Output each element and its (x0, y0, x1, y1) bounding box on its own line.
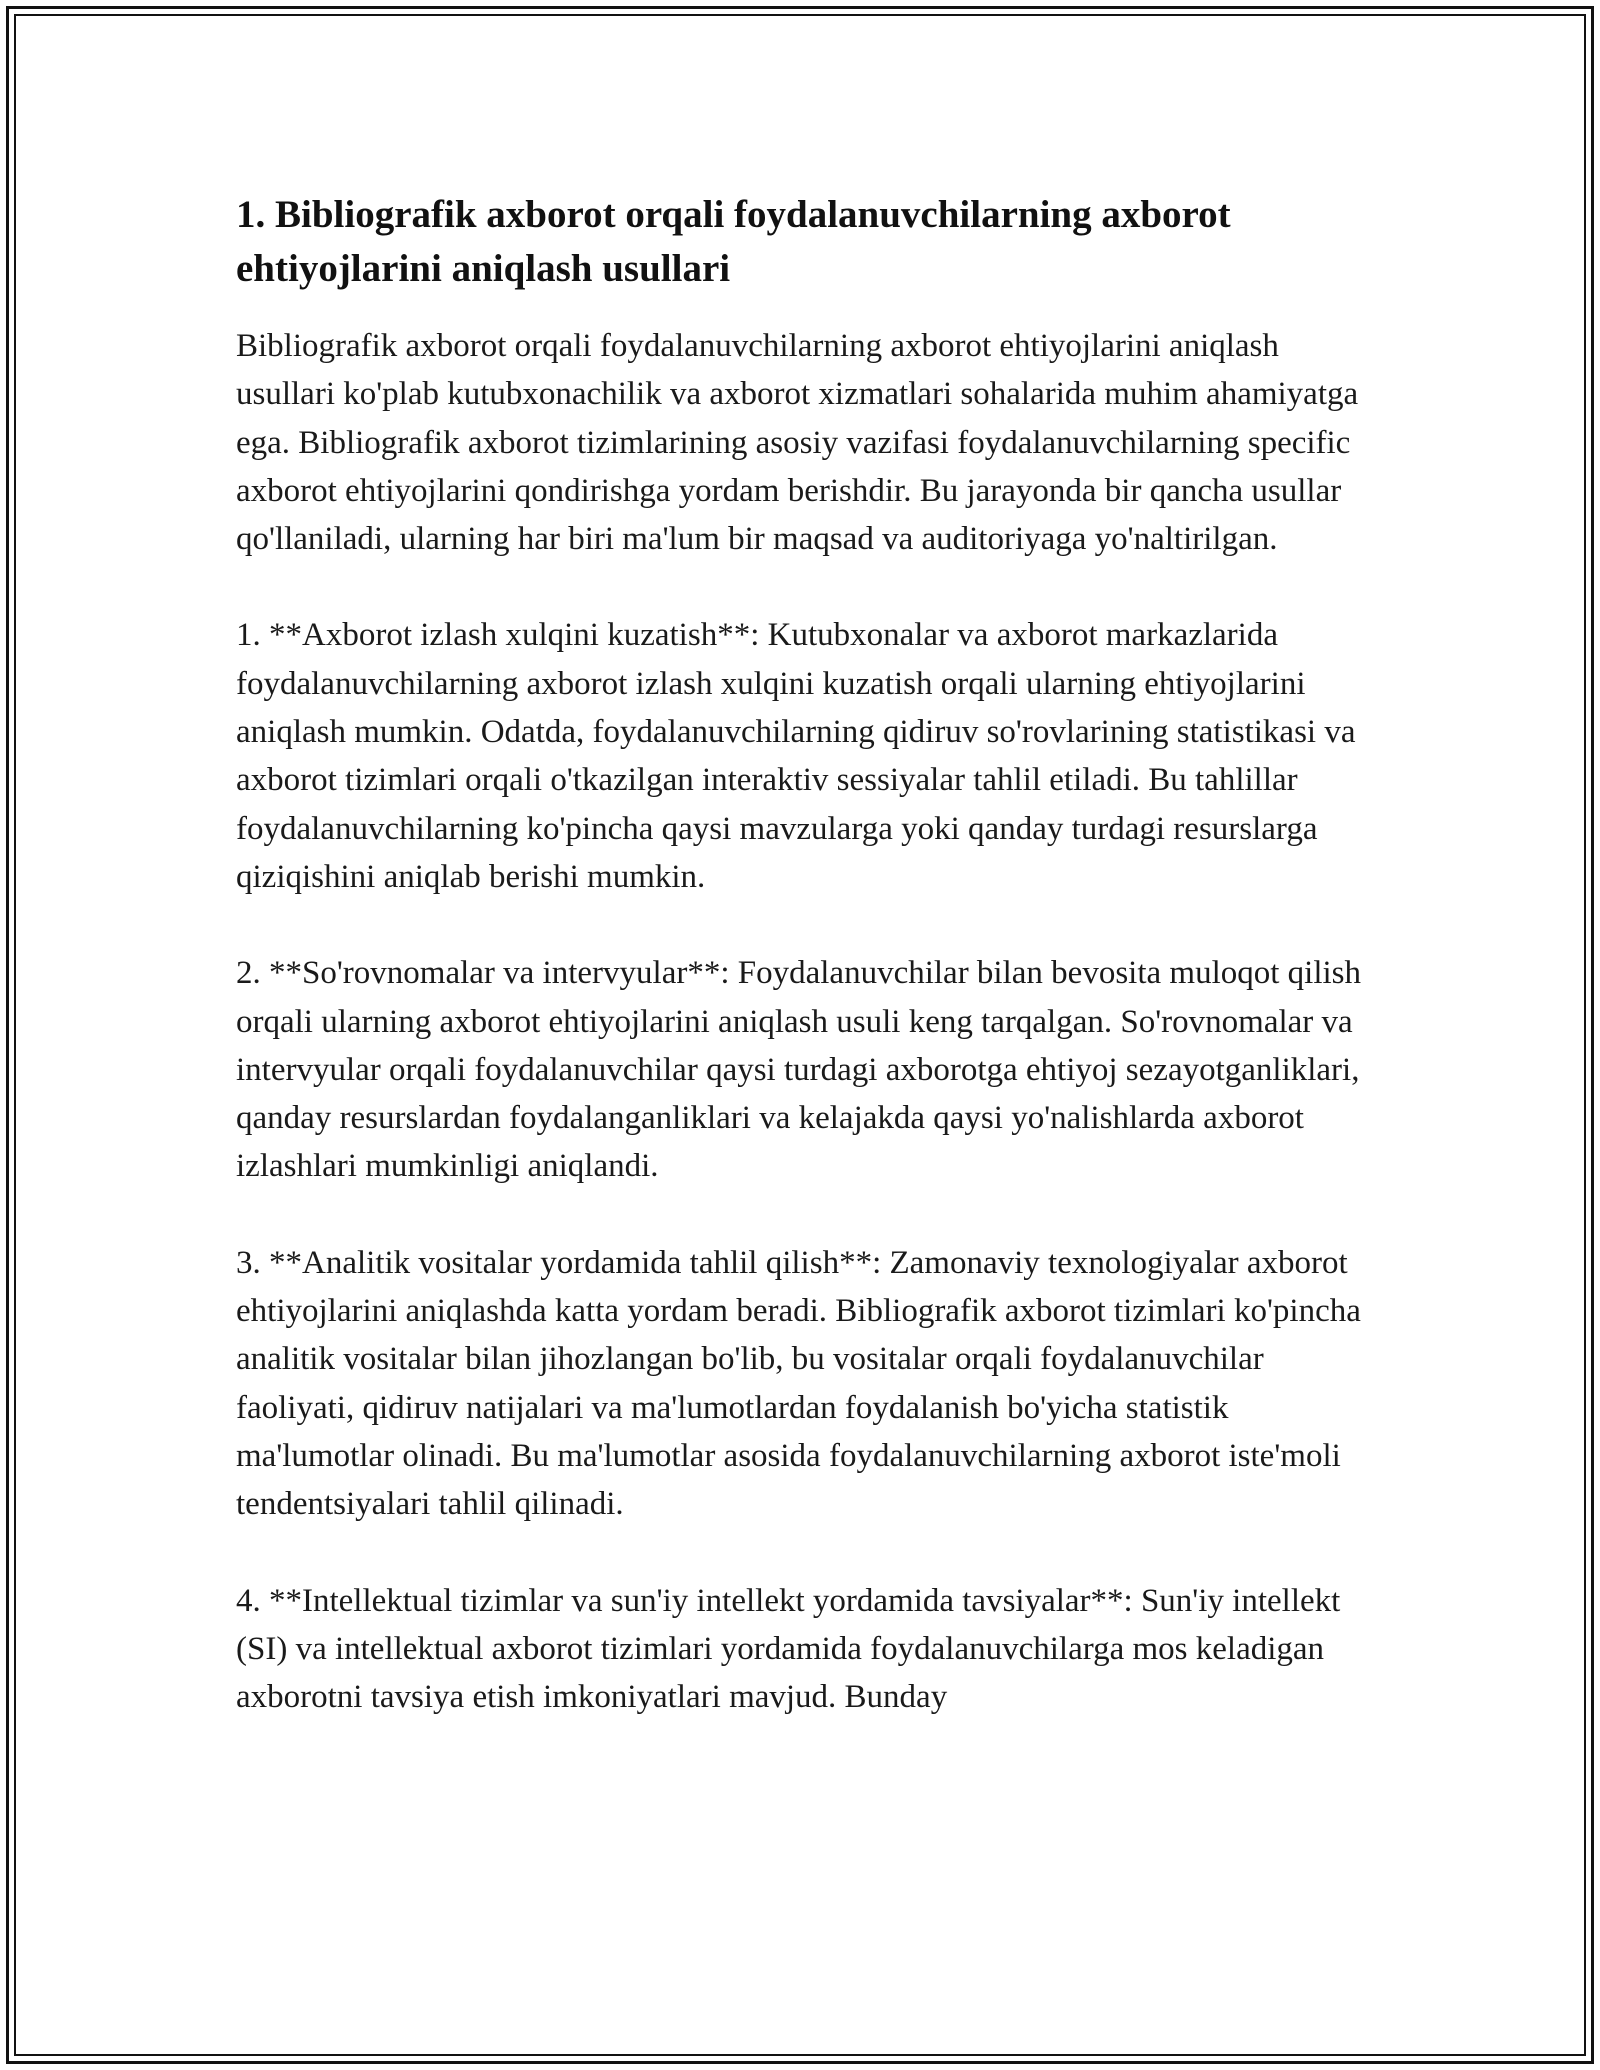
intro-paragraph: Bibliografik axborot orqali foydalanuvchilarning axborot ehtiyojlarini aniqlash usullari ko'plab kutubxonachilik va axborot xizmatlari sohalarida muhim ahamiyatga ega. Bibliografik axborot tizimlarining asosiy vazifasi foydalanuvchilarning specific axborot ehtiyojlarini qondirishga yordam berishdir. Bu jarayonda bir qancha usullar qo'llaniladi, ularning har biri ma'lum bir maqsad va auditoriyaga yo'naltirilgan. (236, 328, 1359, 558)
document-title: 1. Bibliografik axborot orqali foydalanuvchilarning axborot ehtiyojlarini aniqlash usullari (236, 193, 1231, 290)
list-item-ai-recommendations: 4. **Intellektual tizimlar va sun'iy intellekt yordamida tavsiyalar**: Sun'iy intellekt (SI) va intellektual axborot tizimlari yordamida foydalanuvchilarga mos keladigan axborotni tavsiya etish imkoniyatlari mavjud. Bunday (236, 1582, 1341, 1716)
list-item-analytics: 3. **Analitik vositalar yordamida tahlil qilish**: Zamonaviy texnologiyalar axborot ehtiyojlarini aniqlashda katta yordam beradi. Bibliografik axborot tizimlari ko'pincha analitik vositalar bilan jihozlangan bo'lib, bu vositalar orqali foydalanuvchilar faoliyati, qidiruv natijalari va ma'lumotlardan foydalanish bo'yicha statistik ma'lumotlar olinadi. Bu ma'lumotlar asosida foydalanuvchilarning axborot iste'moli tendentsiyalari tahlil qilinadi. (236, 1244, 1361, 1523)
list-item-surveys: 2. **So'rovnomalar va intervyular**: Foydalanuvchilar bilan bevosita muloqot qilish orqali ularning axborot ehtiyojlarini aniqlash usuli keng tarqalgan. So'rovnomalar va intervyular orqali foydalanuvchilar qaysi turdagi axborotga ehtiyoj sezayotganliklari, qanday resurslardan foydalanganliklari va kelajakda qaysi yo'nalishlarda axborot izlashlari mumkinligi aniqlandi. (236, 955, 1361, 1185)
document-body (236, 188, 1366, 1769)
list-item-observation: 1. **Axborot izlash xulqini kuzatish**: Kutubxonalar va axborot markazlarida foydalanuvchilarning axborot izlash xulqini kuzatish orqali ularning ehtiyojlarini aniqlash mumkin. Odatda, foydalanuvchilarning qidiruv so'rovlarining statistikasi va axborot tizimlari orqali o'tkazilgan interaktiv sessiyalar tahlil etiladi. Bu tahlillar foydalanuvchilarning ko'pincha qaysi mavzularga yoki qanday turdagi resurslarga qiziqishini aniqlab berishi mumkin. (236, 617, 1356, 895)
